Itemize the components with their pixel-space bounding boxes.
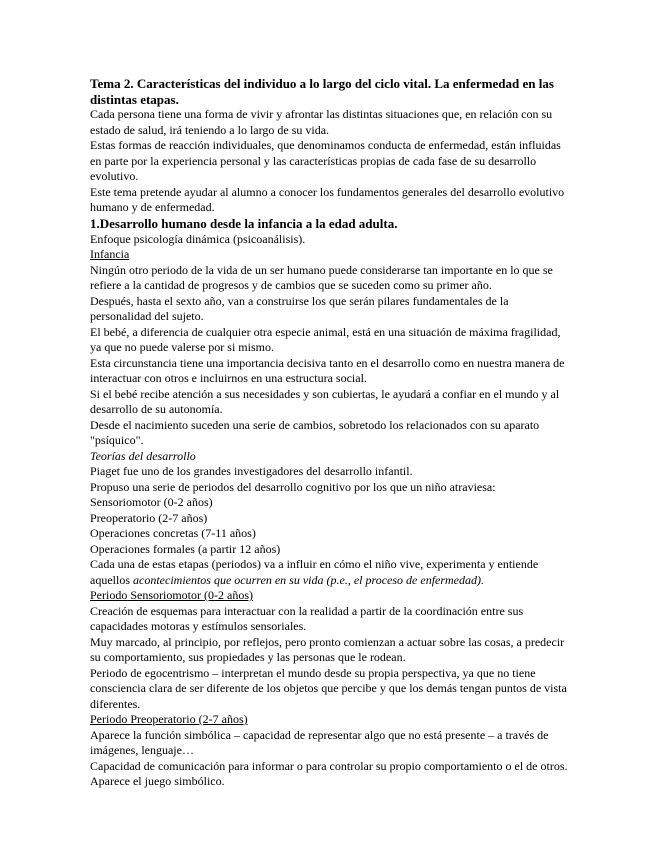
infancia-paragraph-6: Desde el nacimiento suceden una serie de cambios, sobretodo los relacionados con su aparato "psíquico".	[90, 417, 540, 447]
preoperatorio-paragraph-1: Aparece la función simbólica – capacidad de representar algo que no está presente – a través de imágenes, lenguaje…	[90, 727, 549, 757]
section-heading-desarrollo: 1.Desarrollo humano desde la infancia a la edad adulta.	[90, 215, 398, 231]
cada-una-italic-text: acontecimientos que ocurren en su vida (p.e., el proceso de enfermedad).	[133, 572, 485, 587]
infancia-paragraph-3: El bebé, a diferencia de cualquier otra especie animal, está en una situación de máxima fragilidad, ya que no puede valerse por si mismo.	[90, 324, 561, 354]
piaget-line-2: Propuso una serie de periodos del desarrollo cognitivo por los que un niño atraviesa:	[90, 479, 496, 494]
sensoriomotor-paragraph-2: Muy marcado, al principio, por reflejos, pero pronto comienzan a actuar sobre las cosas, a predecir su comportamiento, sus propiedades y las personas que le rodean.	[90, 634, 565, 664]
cada-una-paragraph	[90, 557, 570, 588]
subheading-infancia: Infancia	[90, 247, 130, 261]
document-title: Tema 2. Características del individuo a lo largo del ciclo vital. La enfermedad en las distintas etapas.	[90, 76, 554, 107]
infancia-paragraph-4: Esta circunstancia tiene una importancia decisiva tanto en el desarrollo como en nuestra manera de interactuar con otros e incluirnos en una estructura social.	[90, 355, 565, 385]
intro-paragraph-3: Este tema pretende ayudar al alumno a conocer los fundamentos generales del desarrollo evolutivo humano y de enfermedad.	[90, 184, 565, 214]
enfoque-line: Enfoque psicología dinámica (psicoanálisis).	[90, 231, 306, 246]
piaget-line-1: Piaget fue uno de los grandes investigadores del desarrollo infantil.	[90, 464, 413, 478]
sensoriomotor-paragraph-1: Creación de esquemas para interactuar con la realidad a partir de la coordinación entre sus capacidades motoras y estímulos sensoriales.	[90, 603, 524, 633]
cada-una-text: Cada una de estas etapas (periodos) va a influir en cómo el niño vive, experimenta y entiende aquellos	[90, 557, 539, 587]
stage-item: Operaciones concretas (7-11 años)	[90, 526, 256, 540]
sensoriomotor-paragraph-3: Periodo de egocentrismo – interpretan el mundo desde su propia perspectiva, ya que no tiene consciencia clara de ser diferente de los objetos que percibe y que los demás tengan puntos de vista diferentes.	[90, 665, 567, 711]
subheading-sensoriomotor: Periodo Sensoriomotor (0-2 años)	[90, 588, 253, 602]
infancia-paragraph-1: Ningún otro periodo de la vida de un ser humano puede considerarse tan importante en lo que se refiere a la cantidad de progresos y de cambios que se suceden como su primer año.	[90, 262, 553, 292]
document-page	[90, 76, 570, 790]
subheading-teorias: Teorías del desarrollo	[90, 448, 196, 463]
intro-paragraph-2: Estas formas de reacción individuales, que denominamos conducta de enfermedad, están influidas en parte por la experiencia personal y las características propias de cada fase de su desarrollo evolutivo.	[90, 138, 561, 183]
subheading-preoperatorio: Periodo Preoperatorio (2-7 años)	[90, 712, 248, 726]
intro-paragraph-1: Cada persona tiene una forma de vivir y afrontar las distintas situaciones que, en relación con su estado de salud, irá teniendo a lo largo de su vida.	[90, 107, 553, 137]
stage-item: Operaciones formales (a partir 12 años)	[90, 541, 281, 556]
infancia-paragraph-2: Después, hasta el sexto año, van a construirse los que serán pilares fundamentales de la personalidad del sujeto.	[90, 293, 509, 323]
infancia-paragraph-5: Si el bebé recibe atención a sus necesidades y son cubiertas, le ayudará a confiar en el mundo y al desarrollo de su autonomía.	[90, 386, 560, 416]
preoperatorio-paragraph-3: Aparece el juego simbólico.	[90, 774, 225, 788]
stage-item: Preoperatorio (2-7 años)	[90, 510, 208, 525]
preoperatorio-paragraph-2: Capacidad de comunicación para informar o para controlar su propio comportamiento o el de otros.	[90, 758, 568, 773]
stage-item: Sensoriomotor (0-2 años)	[90, 495, 213, 509]
